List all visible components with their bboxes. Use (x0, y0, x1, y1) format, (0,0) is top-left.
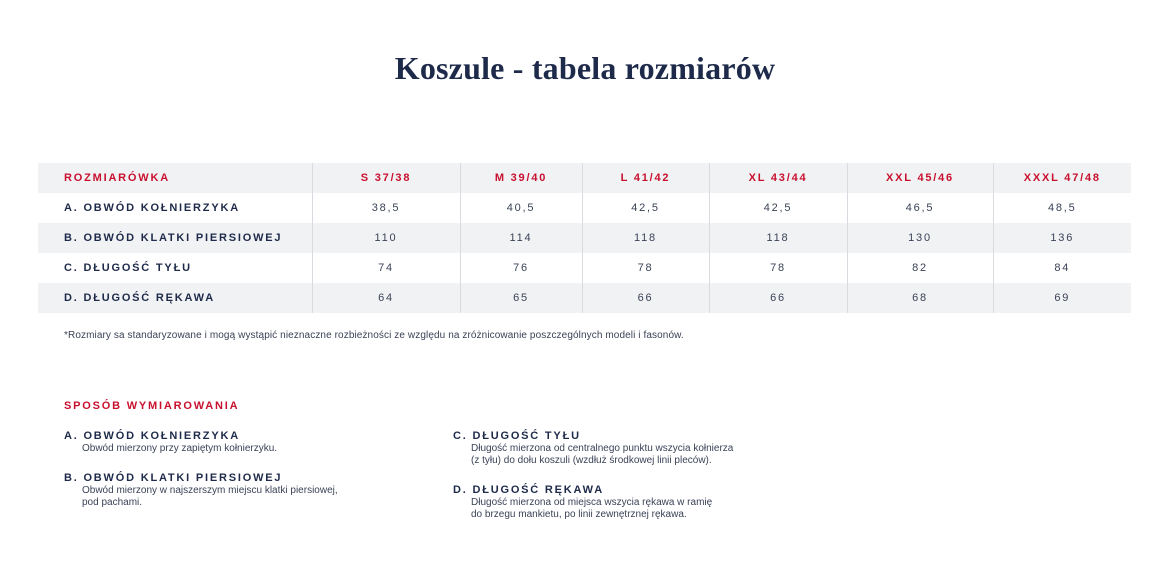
table-cell: 110 (312, 223, 460, 253)
table-cell: 76 (460, 253, 582, 283)
table-cell: 84 (993, 253, 1131, 283)
table-cell: 65 (460, 283, 582, 313)
table-cell: 78 (582, 253, 709, 283)
measurement-section-title: SPOSÓB WYMIAROWANIA (64, 400, 240, 412)
measurement-item-back-length (453, 429, 813, 467)
table-cell: 40,5 (460, 193, 582, 223)
table-header-cell: M 39/40 (460, 163, 582, 193)
measurement-heading: D. DŁUGOŚĆ RĘKAWA (453, 484, 604, 496)
table-cell: 64 (312, 283, 460, 313)
table-cell: 130 (847, 223, 993, 253)
table-cell: 118 (582, 223, 709, 253)
measurement-description: Obwód mierzony przy zapiętym kołnierzyku. (82, 443, 278, 454)
table-cell: 48,5 (993, 193, 1131, 223)
measurement-item-collar (64, 429, 424, 455)
table-header-cell: S 37/38 (312, 163, 460, 193)
page-title: Koszule - tabela rozmiarów (394, 50, 776, 86)
table-cell: 114 (460, 223, 582, 253)
table-header-cell: XXXL 47/48 (993, 163, 1131, 193)
table-cell: 136 (993, 223, 1131, 253)
measurement-item-sleeve-length (453, 483, 813, 521)
table-cell: 66 (582, 283, 709, 313)
table-cell: 68 (847, 283, 993, 313)
table-cell: 78 (709, 253, 847, 283)
table-header-cell: XXL 45/46 (847, 163, 993, 193)
table-cell: 69 (993, 283, 1131, 313)
measurement-heading: A. OBWÓD KOŁNIERZYKA (64, 430, 240, 442)
measurement-description: Obwód mierzony w najszerszym miejscu klatki piersiowej, pod pachami. (82, 485, 338, 508)
measurement-heading: C. DŁUGOŚĆ TYŁU (453, 430, 581, 442)
row-label: B. OBWÓD KLATKI PIERSIOWEJ (64, 232, 283, 244)
table-cell: 118 (709, 223, 847, 253)
table-cell: 42,5 (582, 193, 709, 223)
table-row (38, 193, 1131, 223)
size-table (38, 163, 1131, 313)
table-header-cell: L 41/42 (582, 163, 709, 193)
measurement-item-chest (64, 471, 424, 509)
measurement-heading: B. OBWÓD KLATKI PIERSIOWEJ (64, 472, 283, 484)
measurement-description: Długość mierzona od centralnego punktu wszycia kołnierza (z tyłu) do dołu koszuli (wzdłuż środkowej linii pleców). (471, 443, 734, 466)
row-label: A. OBWÓD KOŁNIERZYKA (64, 202, 240, 214)
measurement-description: Długość mierzona od miejsca wszycia rękawa w ramię do brzegu mankietu, po linii zewnętrznej rękawa. (471, 497, 713, 520)
table-cell: 66 (709, 283, 847, 313)
table-cell: 42,5 (709, 193, 847, 223)
table-row (38, 223, 1131, 253)
size-footnote: *Rozmiary sa standaryzowane i mogą wystąpić nieznaczne rozbieżności ze względu na zróżnicowanie poszczególnych modeli i fasonów. (64, 330, 684, 341)
table-cell: 38,5 (312, 193, 460, 223)
table-header-cell: ROZMIARÓWKA (64, 172, 170, 184)
table-header-cell: XL 43/44 (709, 163, 847, 193)
table-cell: 82 (847, 253, 993, 283)
table-cell: 46,5 (847, 193, 993, 223)
table-row (38, 283, 1131, 313)
table-row (38, 253, 1131, 283)
table-cell: 74 (312, 253, 460, 283)
row-label: D. DŁUGOŚĆ RĘKAWA (64, 292, 215, 304)
row-label: C. DŁUGOŚĆ TYŁU (64, 262, 192, 274)
table-header-row (38, 163, 1131, 193)
